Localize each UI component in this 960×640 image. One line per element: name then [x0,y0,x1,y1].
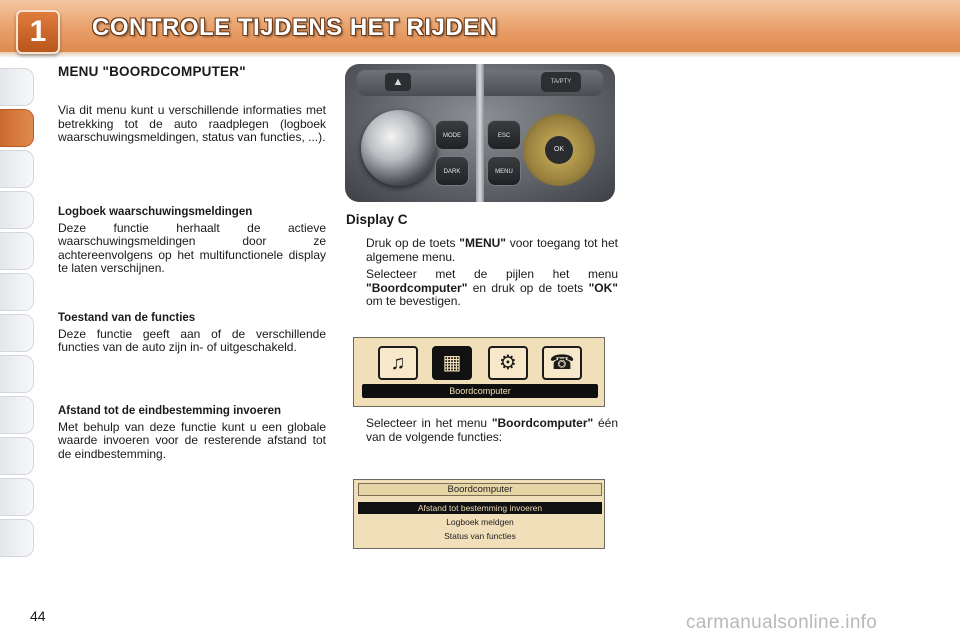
ta-pty-button: TA/PTY [541,72,581,92]
logbook-body: Deze functie herhaalt de actieve waarschuwingsmeldingen door ze achtereenvolgens op het multifunctionele display te laten verschijnen. [58,220,326,275]
chapter-tab[interactable] [0,355,34,393]
function-status-heading: Toestand van de functies [58,312,196,324]
menu-key-label: "MENU" [459,236,506,250]
instruction-select-boordcomputer: Selecteer met de pijlen het menu "Boordcomputer" en druk op de toets "OK" om te bevestigen. [366,267,618,308]
intro-paragraph: Via dit menu kunt u verschillende informaties met betrekking tot de auto raadplegen (logboek waarschuwingsmeldingen, status van functies, ...). [58,103,326,144]
esc-button: ESC [487,120,521,150]
menu-button: MENU [487,156,521,186]
destination-section [58,405,326,461]
display-heading: Display C [346,212,408,227]
intro-section [58,104,326,145]
submenu-item-selected: Afstand tot bestemming invoeren [358,502,602,514]
chapter-tab-active[interactable] [0,109,34,147]
watermark: carmanualsonline.info [686,612,878,633]
chapter-tab[interactable] [0,396,34,434]
chapter-tab[interactable] [0,232,34,270]
instruction-press-menu: Druk op de toets "MENU" voor toegang tot het algemene menu. [366,236,618,264]
destination-body: Met behulp van deze functie kunt u een globale waarde invoeren voor de resterende afstand tot de eindbestemming. [58,419,326,461]
settings-icon: ⚙ [488,346,528,380]
submenu-item: Status van functies [444,531,516,541]
dark-button: DARK [435,156,469,186]
dashboard-console-image [345,64,615,202]
left-column [58,64,326,461]
trip-computer-icon: ▦ [432,346,472,380]
ok-key-label: "OK" [588,280,618,295]
instruction-select-function: Selecteer in het menu "Boordcomputer" één van de volgende functies: [366,416,618,444]
logbook-heading: Logboek waarschuwingsmeldingen [58,206,253,218]
logbook-section [58,206,326,276]
boordcomputer-label: "Boordcomputer" [366,280,468,295]
telephone-icon: ☎ [542,346,582,380]
boordcomputer-menu-label: "Boordcomputer" [491,416,594,430]
function-status-body: Deze functie geeft aan of de verschillende functies van de auto zijn in- of uitgeschakeld. [58,326,326,354]
selected-menu-label: Boordcomputer [362,384,598,398]
console-divider [476,64,484,202]
volume-knob [361,110,437,186]
chapter-tab[interactable] [0,191,34,229]
ok-button: OK [545,136,573,164]
audio-icon: ♫ [378,346,418,380]
page-number: 44 [30,608,46,624]
section-heading: MENU "BOORDCOMPUTER" [58,64,246,79]
mode-button: MODE [435,120,469,150]
chapter-tab[interactable] [0,478,34,516]
chapter-tab[interactable] [0,314,34,352]
chapter-title: CONTROLE TIJDENS HET RIJDEN [92,14,498,41]
submenu-title: Boordcomputer [358,483,602,496]
submenu-item: Logboek meldgen [446,517,514,527]
boordcomputer-submenu-display [353,479,605,549]
main-menu-display [353,337,605,407]
chapter-tabs [0,68,34,578]
chapter-tab[interactable] [0,150,34,188]
chapter-number-badge: 1 [16,10,60,54]
chapter-tab[interactable] [0,437,34,475]
warning-triangle-icon: ▲ [385,73,411,91]
chapter-tab[interactable] [0,519,34,557]
function-status-section [58,312,326,355]
header-shadow [0,52,960,58]
destination-heading: Afstand tot de eindbestemming invoeren [58,405,281,417]
chapter-tab[interactable] [0,273,34,311]
chapter-tab[interactable] [0,68,34,106]
